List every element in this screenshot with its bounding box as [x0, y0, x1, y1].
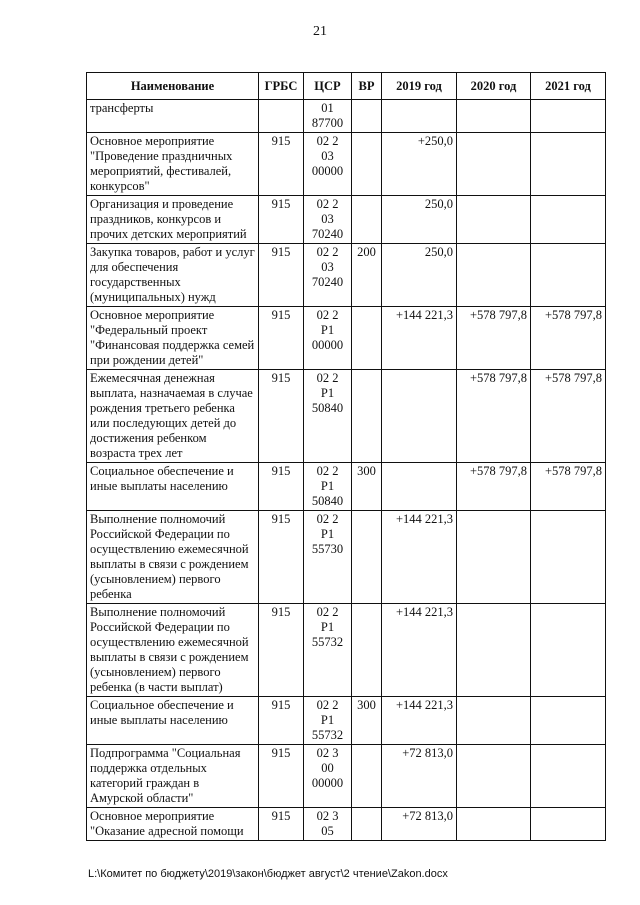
row-2021: +578 797,8: [531, 463, 606, 511]
row-2020: [457, 604, 531, 697]
row-name: Организация и проведение праздников, конкурсов и прочих детских мероприятий: [87, 196, 259, 244]
row-2020: [457, 697, 531, 745]
row-2020: [457, 133, 531, 196]
row-csr: 02 2 P1 50840: [304, 463, 352, 511]
row-2021: [531, 808, 606, 841]
row-2020: [457, 808, 531, 841]
row-vr: [352, 604, 382, 697]
row-grbs: 915: [259, 463, 304, 511]
table-row: [87, 463, 606, 511]
row-csr: 02 2 P1 50840: [304, 370, 352, 463]
row-vr: [352, 307, 382, 370]
row-csr: 02 2 P1 00000: [304, 307, 352, 370]
row-grbs: 915: [259, 808, 304, 841]
row-name: Основное мероприятие "Проведение праздничных мероприятий, фестивалей, конкурсов": [87, 133, 259, 196]
row-2021: +578 797,8: [531, 307, 606, 370]
row-csr: 02 2 P1 55732: [304, 697, 352, 745]
row-name: Подпрограмма "Социальная поддержка отдельных категорий граждан в Амурской области": [87, 745, 259, 808]
table-row: [87, 244, 606, 307]
row-2019: [382, 100, 457, 133]
row-csr: 02 2 P1 55730: [304, 511, 352, 604]
row-csr: 02 2 03 00000: [304, 133, 352, 196]
table-row: [87, 697, 606, 745]
row-2021: [531, 133, 606, 196]
row-grbs: 915: [259, 745, 304, 808]
row-grbs: 915: [259, 370, 304, 463]
row-name: Выполнение полномочий Российской Федерации по осуществлению ежемесячной выплаты в связи с рождением (усыновлением) первого ребенка (в части выплат): [87, 604, 259, 697]
row-vr: [352, 370, 382, 463]
row-2019: +250,0: [382, 133, 457, 196]
row-2020: +578 797,8: [457, 463, 531, 511]
row-vr: 300: [352, 697, 382, 745]
row-vr: [352, 511, 382, 604]
budget-table: [86, 72, 606, 841]
table-row: [87, 370, 606, 463]
table-row: [87, 133, 606, 196]
row-2019: +72 813,0: [382, 745, 457, 808]
table-row: [87, 511, 606, 604]
row-2021: [531, 100, 606, 133]
header-name: Наименование: [87, 73, 259, 100]
header-row: [87, 73, 606, 100]
row-2021: [531, 745, 606, 808]
row-2020: [457, 100, 531, 133]
header-2020: 2020 год: [457, 73, 531, 100]
row-2021: [531, 244, 606, 307]
row-2019: +144 221,3: [382, 604, 457, 697]
row-2020: [457, 196, 531, 244]
row-2020: [457, 244, 531, 307]
row-name: Социальное обеспечение и иные выплаты населению: [87, 463, 259, 511]
row-name: Основное мероприятие "Оказание адресной помощи: [87, 808, 259, 841]
row-2020: +578 797,8: [457, 307, 531, 370]
header-csr: ЦСР: [304, 73, 352, 100]
row-vr: [352, 196, 382, 244]
row-vr: [352, 133, 382, 196]
row-name: Социальное обеспечение и иные выплаты населению: [87, 697, 259, 745]
row-grbs: 915: [259, 244, 304, 307]
table-row: [87, 604, 606, 697]
row-grbs: 915: [259, 196, 304, 244]
row-grbs: [259, 100, 304, 133]
row-csr: 02 3 05: [304, 808, 352, 841]
page-number: 21: [313, 24, 327, 39]
row-2020: [457, 511, 531, 604]
row-2019: +144 221,3: [382, 697, 457, 745]
header-grbs: ГРБС: [259, 73, 304, 100]
row-name: Основное мероприятие "Федеральный проект "Финансовая поддержка семей при рождении детей": [87, 307, 259, 370]
row-csr: 02 2 P1 55732: [304, 604, 352, 697]
row-name: трансферты: [87, 100, 259, 133]
row-vr: 200: [352, 244, 382, 307]
row-2020: [457, 745, 531, 808]
table-row: [87, 196, 606, 244]
row-2019: +72 813,0: [382, 808, 457, 841]
table-row: [87, 808, 606, 841]
row-2021: +578 797,8: [531, 370, 606, 463]
row-vr: [352, 100, 382, 133]
row-grbs: 915: [259, 511, 304, 604]
row-csr: 02 2 03 70240: [304, 244, 352, 307]
row-vr: [352, 745, 382, 808]
table-row: [87, 745, 606, 808]
row-csr: 02 3 00 00000: [304, 745, 352, 808]
row-2021: [531, 511, 606, 604]
row-name: Закупка товаров, работ и услуг для обеспечения государственных (муниципальных) нужд: [87, 244, 259, 307]
row-2019: [382, 370, 457, 463]
row-2019: [382, 463, 457, 511]
row-2019: 250,0: [382, 244, 457, 307]
row-2021: [531, 196, 606, 244]
row-vr: [352, 808, 382, 841]
row-2020: +578 797,8: [457, 370, 531, 463]
header-2019: 2019 год: [382, 73, 457, 100]
row-2019: 250,0: [382, 196, 457, 244]
row-2019: +144 221,3: [382, 307, 457, 370]
row-2019: +144 221,3: [382, 511, 457, 604]
row-csr: 01 87700: [304, 100, 352, 133]
row-name: Выполнение полномочий Российской Федерации по осуществлению ежемесячной выплаты в связи с рождением (усыновлением) первого ребенка: [87, 511, 259, 604]
row-grbs: 915: [259, 604, 304, 697]
row-grbs: 915: [259, 133, 304, 196]
row-grbs: 915: [259, 697, 304, 745]
header-vr: ВР: [352, 73, 382, 100]
header-2021: 2021 год: [531, 73, 606, 100]
file-path-footer: L:\Комитет по бюджету\2019\закон\бюджет август\2 чтение\Zakon.docx: [88, 868, 448, 880]
row-2021: [531, 604, 606, 697]
row-name: Ежемесячная денежная выплата, назначаемая в случае рождения третьего ребенка или последующих детей до достижения ребенком возраста трех лет: [87, 370, 259, 463]
row-grbs: 915: [259, 307, 304, 370]
table-row: [87, 100, 606, 133]
row-csr: 02 2 03 70240: [304, 196, 352, 244]
table-row: [87, 307, 606, 370]
row-vr: 300: [352, 463, 382, 511]
row-2021: [531, 697, 606, 745]
